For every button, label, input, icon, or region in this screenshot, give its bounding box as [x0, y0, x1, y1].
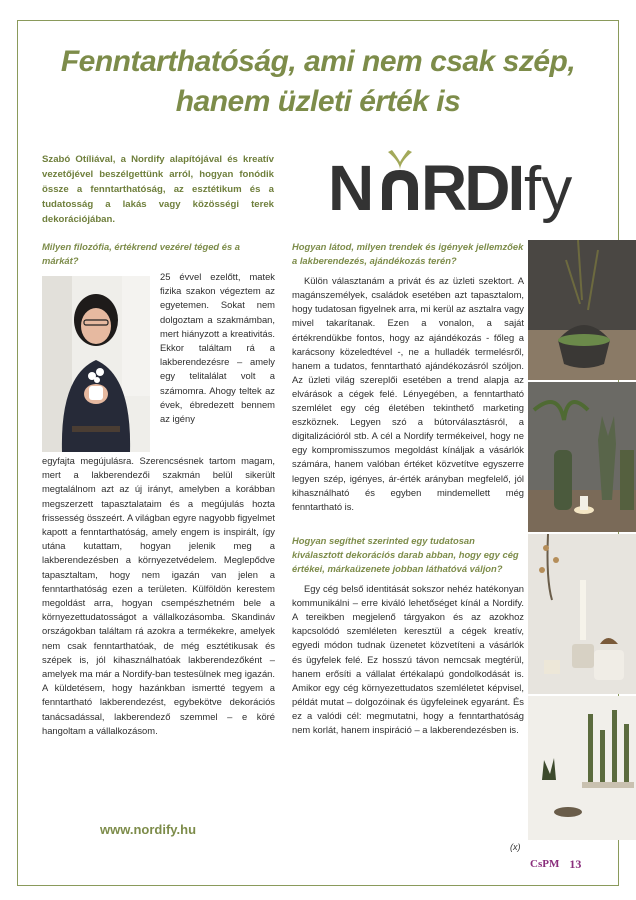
- magazine-name: CsPM: [530, 858, 560, 870]
- answer-3: Egy cég belső identitását sokszor nehéz hatékonyan kommunikálni – erre kiváló lehetőséget kínál a Nordify. A tereikben megjelenő tárgyakon és az azokhoz kapcsolódó szemléleten keresztül a cégek kreatív, egyedi módon tudnak üzenetet közvetíteni a vásárlók és ügyfelek felé. Ez hosszú távon nemcsak megtérül, hanem erősíti a vállalat értékalapú gondolkodását is. Amikor egy cég környezettudatos szemléletet képvisel, példát mutat – dolgozóinak és ügyfeleinek egyaránt. És ez a valódi cél: megmutatni, hogy a fenntarthatóság nem korlát, hanem inspiráció – a lakberendezésben is.: [292, 583, 524, 735]
- question-3: Hogyan segíthet szerinted egy tudatosan kiválasztott dekorációs darab abban, hogy egy cég értékei, márkaüzenete jobban láthatóvá váljon?: [292, 534, 519, 574]
- product-photo-strip: [528, 240, 636, 840]
- logo-leaf-o: [382, 150, 418, 210]
- website-link[interactable]: www.nordify.hu: [100, 822, 197, 837]
- headline-line-1: Fenntarthatóság, ami nem csak szép,: [60, 45, 576, 78]
- headline: [40, 42, 596, 122]
- svg-text:RDI: RDI: [421, 152, 523, 224]
- question-2: Hogyan látod, milyen trendek és igények jellemzőek a lakberendezés, ajándékozás terén?: [292, 241, 524, 267]
- svg-text:fy: fy: [524, 155, 573, 224]
- page-footer: [530, 854, 626, 874]
- author-mark: (x): [510, 842, 521, 852]
- page-number: 13: [569, 856, 582, 871]
- headline-line-2: hanem üzleti érték is: [175, 85, 461, 118]
- lead-paragraph: Szabó Otíliával, a Nordify alapítójával és kreatív vezetőjével beszélgettünk arról, hogyan fonódik össze a fenntarthatóság, az esztétikum és a tudatosság a lakás vagy közösségi terek dekorációjában.: [42, 154, 274, 225]
- column-2: [292, 240, 524, 737]
- question-1: Milyen filozófia, értékrend vezérel téged és a márkát?: [42, 241, 240, 267]
- column-1-wide-text: egyfajta megújulásra. Szerencsésnek tartom magam, mert a lakberendezői szakmán belül sikerült megtalálnom azt az új irányt, amelyben a korábban megszerzett tapasztalataim és a megújulás hozta frissesség összeért. A világban egyre nagyobb figyelmet kapott a fenntarthatóság, amely engem is inspirált, így utána kutattam, hogyan jelenik meg a lakberendezésben a környezetvédelem. Meglepődve tapasztaltam, hogy nem igazán van jelen a fenntarthatóság ezen a területen. Külföldön kerestem megoldást arra, hogyan csempészhetném bele a környezettudatosságot a vállalkozásomba. Skandináv országokban találtam rá azokra a termékekre, amelyek nem csak fenntarthatóak, de még esztétikusak és szépek is, jól kihasználhatóak lakberendezőként – amelyek ma már a Nordify-ban testesülnek meg igazán. A küldetésem, hogy hazánkban ismertté tegyem a fenntartható lakberendezést, egybekötve dekorációs tanácsadással, lakberendező szemmel – e köré hangoltam a vállalkozásom.: [42, 455, 275, 736]
- svg-text:N: N: [328, 152, 373, 224]
- portrait-photo: [42, 276, 150, 452]
- column-1-narrow-text: 25 évvel ezelőtt, matek fizika szakon végeztem az egyetemen. Sokat nem dolgoztam a szakmámban, mert hiányzott a kreativitás. Ekkor találtam rá a lakberendezésre – amely egy telitalálat volt a számomra. Ahogy teltek az évek, ébredezett bennem az igény: [160, 271, 275, 425]
- nordify-logo: [328, 148, 590, 230]
- answer-2: Külön választanám a privát és az üzleti szektort. A magánszemélyek, családok esetében azt tapasztalom, hogy tudatosan figyelnek arra, mi kerül az asztalra vagy mivel takarítanak. Ezen a vonalon, a saját értékrendükbe fontos, hogy az ajándékozás - főleg a karácsony közeledtével -, ne a hulladék termelésről, hanem a tudatos, fenntartható ajándékozásról szóljon. Az üzleti világ szereplői esetében a trend alapja az elvárások a cégek felé. Lényegében, a fenntartható szemlélet egy cég életében tekinthető marketing eszköznek. Legyen szó a bútorválasztásról, a digitalizációról stb. A cél a Nordify termékeivel, hogy ne egy kompromisszumos megoldást kínáljak a vásárlók számára, hanem valóban értéket közvetítve egyszerre legyen szép, igényes, ár-érték arányban megfelelő, jól kihasználható és egyben mindemellett még fenntartható is.: [292, 275, 524, 512]
